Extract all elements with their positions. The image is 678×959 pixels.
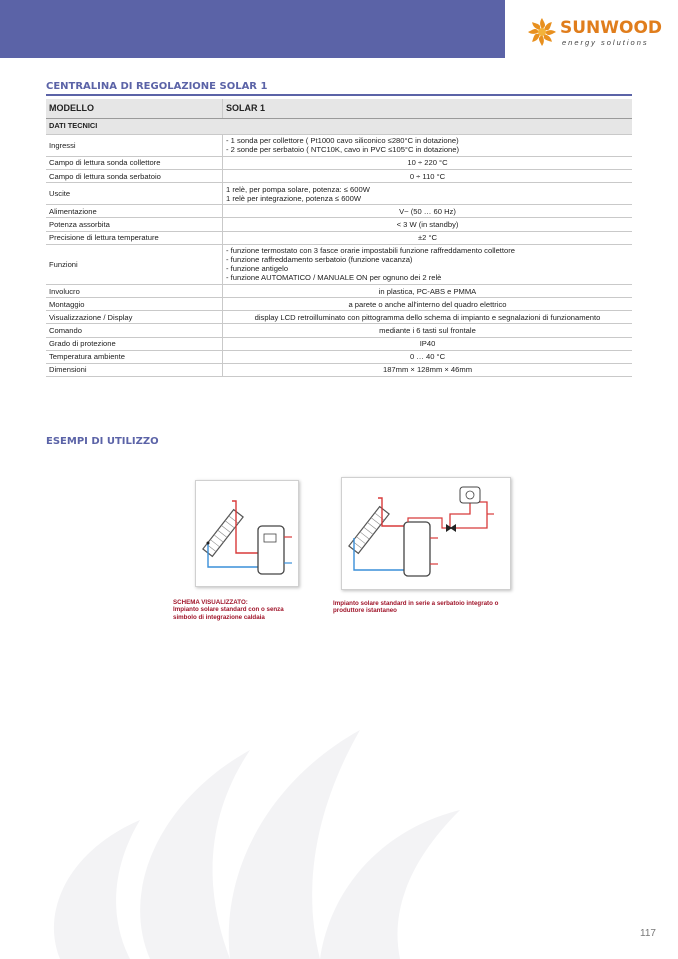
spec-label: Potenza assorbita — [46, 218, 223, 231]
caption-line: Impianto solare standard in serie a serbatoio integrato o — [333, 600, 499, 607]
header-band — [0, 0, 505, 58]
table-row — [46, 205, 632, 218]
model-label: MODELLO — [46, 99, 223, 118]
table-subheader-row — [46, 118, 632, 134]
table-row — [46, 337, 632, 350]
caption-line: produttore istantaneo — [333, 607, 397, 615]
spec-value-line: ±2 °C — [417, 233, 438, 243]
sun-swirl-icon — [526, 16, 558, 48]
spec-label: Alimentazione — [46, 205, 223, 218]
spec-label: Comando — [46, 324, 223, 337]
spec-value-line: 187mm × 128mm × 46mm — [382, 365, 473, 375]
brand-logo — [526, 16, 666, 50]
spec-value — [223, 205, 633, 218]
spec-value-line: display LCD retroilluminato con pittogramma dello schema di impianto e segnalazioni di funzionamento — [254, 312, 601, 322]
spec-label: Funzioni — [46, 244, 223, 284]
spec-label: Involucro — [46, 285, 223, 298]
spec-value — [223, 363, 633, 376]
spec-value-line: 0 ÷ 110 °C — [409, 171, 446, 181]
table-row — [46, 156, 632, 169]
table-row — [46, 134, 632, 156]
spec-value-line: 1 relè, per pompa solare, potenza: ≤ 600W — [226, 184, 370, 194]
spec-value-line: - 1 sonda per collettore ( Pt1000 cavo siliconico ≤280°C in dotazione) — [226, 136, 459, 146]
caption-line: Impianto solare standard con o senza — [173, 606, 284, 614]
spec-value-line: mediante i 6 tasti sul frontale — [379, 325, 476, 335]
spec-value-line: - funzione antigelo — [226, 264, 289, 274]
diagram-standard-solar — [195, 480, 299, 587]
spec-value-line: 10 ÷ 220 °C — [407, 158, 448, 168]
table-row — [46, 285, 632, 298]
spec-label: Campo di lettura sonda serbatoio — [46, 170, 223, 183]
section-title: CENTRALINA DI REGOLAZIONE SOLAR 1 — [46, 81, 268, 92]
spec-label: Temperatura ambiente — [46, 350, 223, 363]
spec-value — [223, 231, 633, 244]
section-title-rule — [46, 94, 632, 96]
spec-label: Uscite — [46, 183, 223, 205]
spec-label: Precisione di lettura temperature — [46, 231, 223, 244]
spec-value — [223, 311, 633, 324]
spec-value — [223, 350, 633, 363]
table-row — [46, 183, 632, 205]
spec-value-line: < 3 W (in standby) — [396, 219, 459, 229]
spec-value — [223, 337, 633, 350]
spec-value-line: - funzione raffreddamento serbatoio (funzione vacanza) — [226, 255, 413, 265]
specs-table — [46, 99, 632, 377]
table-row — [46, 231, 632, 244]
table-row — [46, 350, 632, 363]
spec-value — [223, 156, 633, 169]
spec-label: Ingressi — [46, 134, 223, 156]
spec-value-line: - 2 sonde per serbatoio ( NTC10K, cavo in PVC ≤105°C in dotazione) — [226, 145, 460, 155]
table-row — [46, 311, 632, 324]
caption-diagram-1 — [173, 599, 284, 621]
spec-value — [223, 183, 633, 205]
spec-value-line: - funzione AUTOMATICO / MANUALE ON per ognuno dei 2 relè — [226, 273, 442, 283]
caption-line: SCHEMA VISUALIZZATO: — [173, 599, 248, 606]
table-row — [46, 363, 632, 376]
table-row — [46, 244, 632, 284]
table-row — [46, 170, 632, 183]
spec-value — [223, 285, 633, 298]
table-row — [46, 298, 632, 311]
spec-value-line: V~ (50 … 60 Hz) — [399, 206, 456, 216]
model-value: SOLAR 1 — [223, 99, 633, 118]
spec-label: Grado di protezione — [46, 337, 223, 350]
spec-value — [223, 244, 633, 284]
caption-diagram-2 — [333, 600, 498, 615]
spec-value — [223, 298, 633, 311]
spec-label: Campo di lettura sonda collettore — [46, 156, 223, 169]
spec-value-line: - funzione termostato con 3 fasce orarie impostabili funzione raffreddamento collettore — [226, 246, 515, 256]
spec-value-line: a parete o anche all'interno del quadro elettrico — [348, 299, 507, 309]
swirl-watermark — [0, 690, 600, 959]
spec-label: Dimensioni — [46, 363, 223, 376]
technical-data-heading: DATI TECNICI — [46, 118, 632, 134]
spec-label: Visualizzazione / Display — [46, 311, 223, 324]
spec-value-line: 0 … 40 °C — [409, 352, 446, 362]
caption-line: simbolo di integrazione caldaia — [173, 613, 265, 621]
brand-name: SUNWOOD — [560, 18, 663, 38]
spec-value — [223, 218, 633, 231]
table-row — [46, 324, 632, 337]
table-row — [46, 218, 632, 231]
spec-value — [223, 324, 633, 337]
brand-tagline: energy solutions — [562, 38, 649, 47]
spec-value — [223, 170, 633, 183]
examples-title: ESEMPI DI UTILIZZO — [46, 436, 159, 447]
spec-value-line: in plastica, PC-ABS e PMMA — [378, 286, 477, 296]
spec-value-line: 1 relè per integrazione, potenza ≤ 600W — [226, 193, 362, 203]
table-header-row — [46, 99, 632, 118]
diagram-serial-tank — [341, 477, 511, 590]
page-number: 117 — [640, 928, 656, 939]
spec-value — [223, 134, 633, 156]
spec-value-line: IP40 — [419, 339, 436, 349]
spec-label: Montaggio — [46, 298, 223, 311]
